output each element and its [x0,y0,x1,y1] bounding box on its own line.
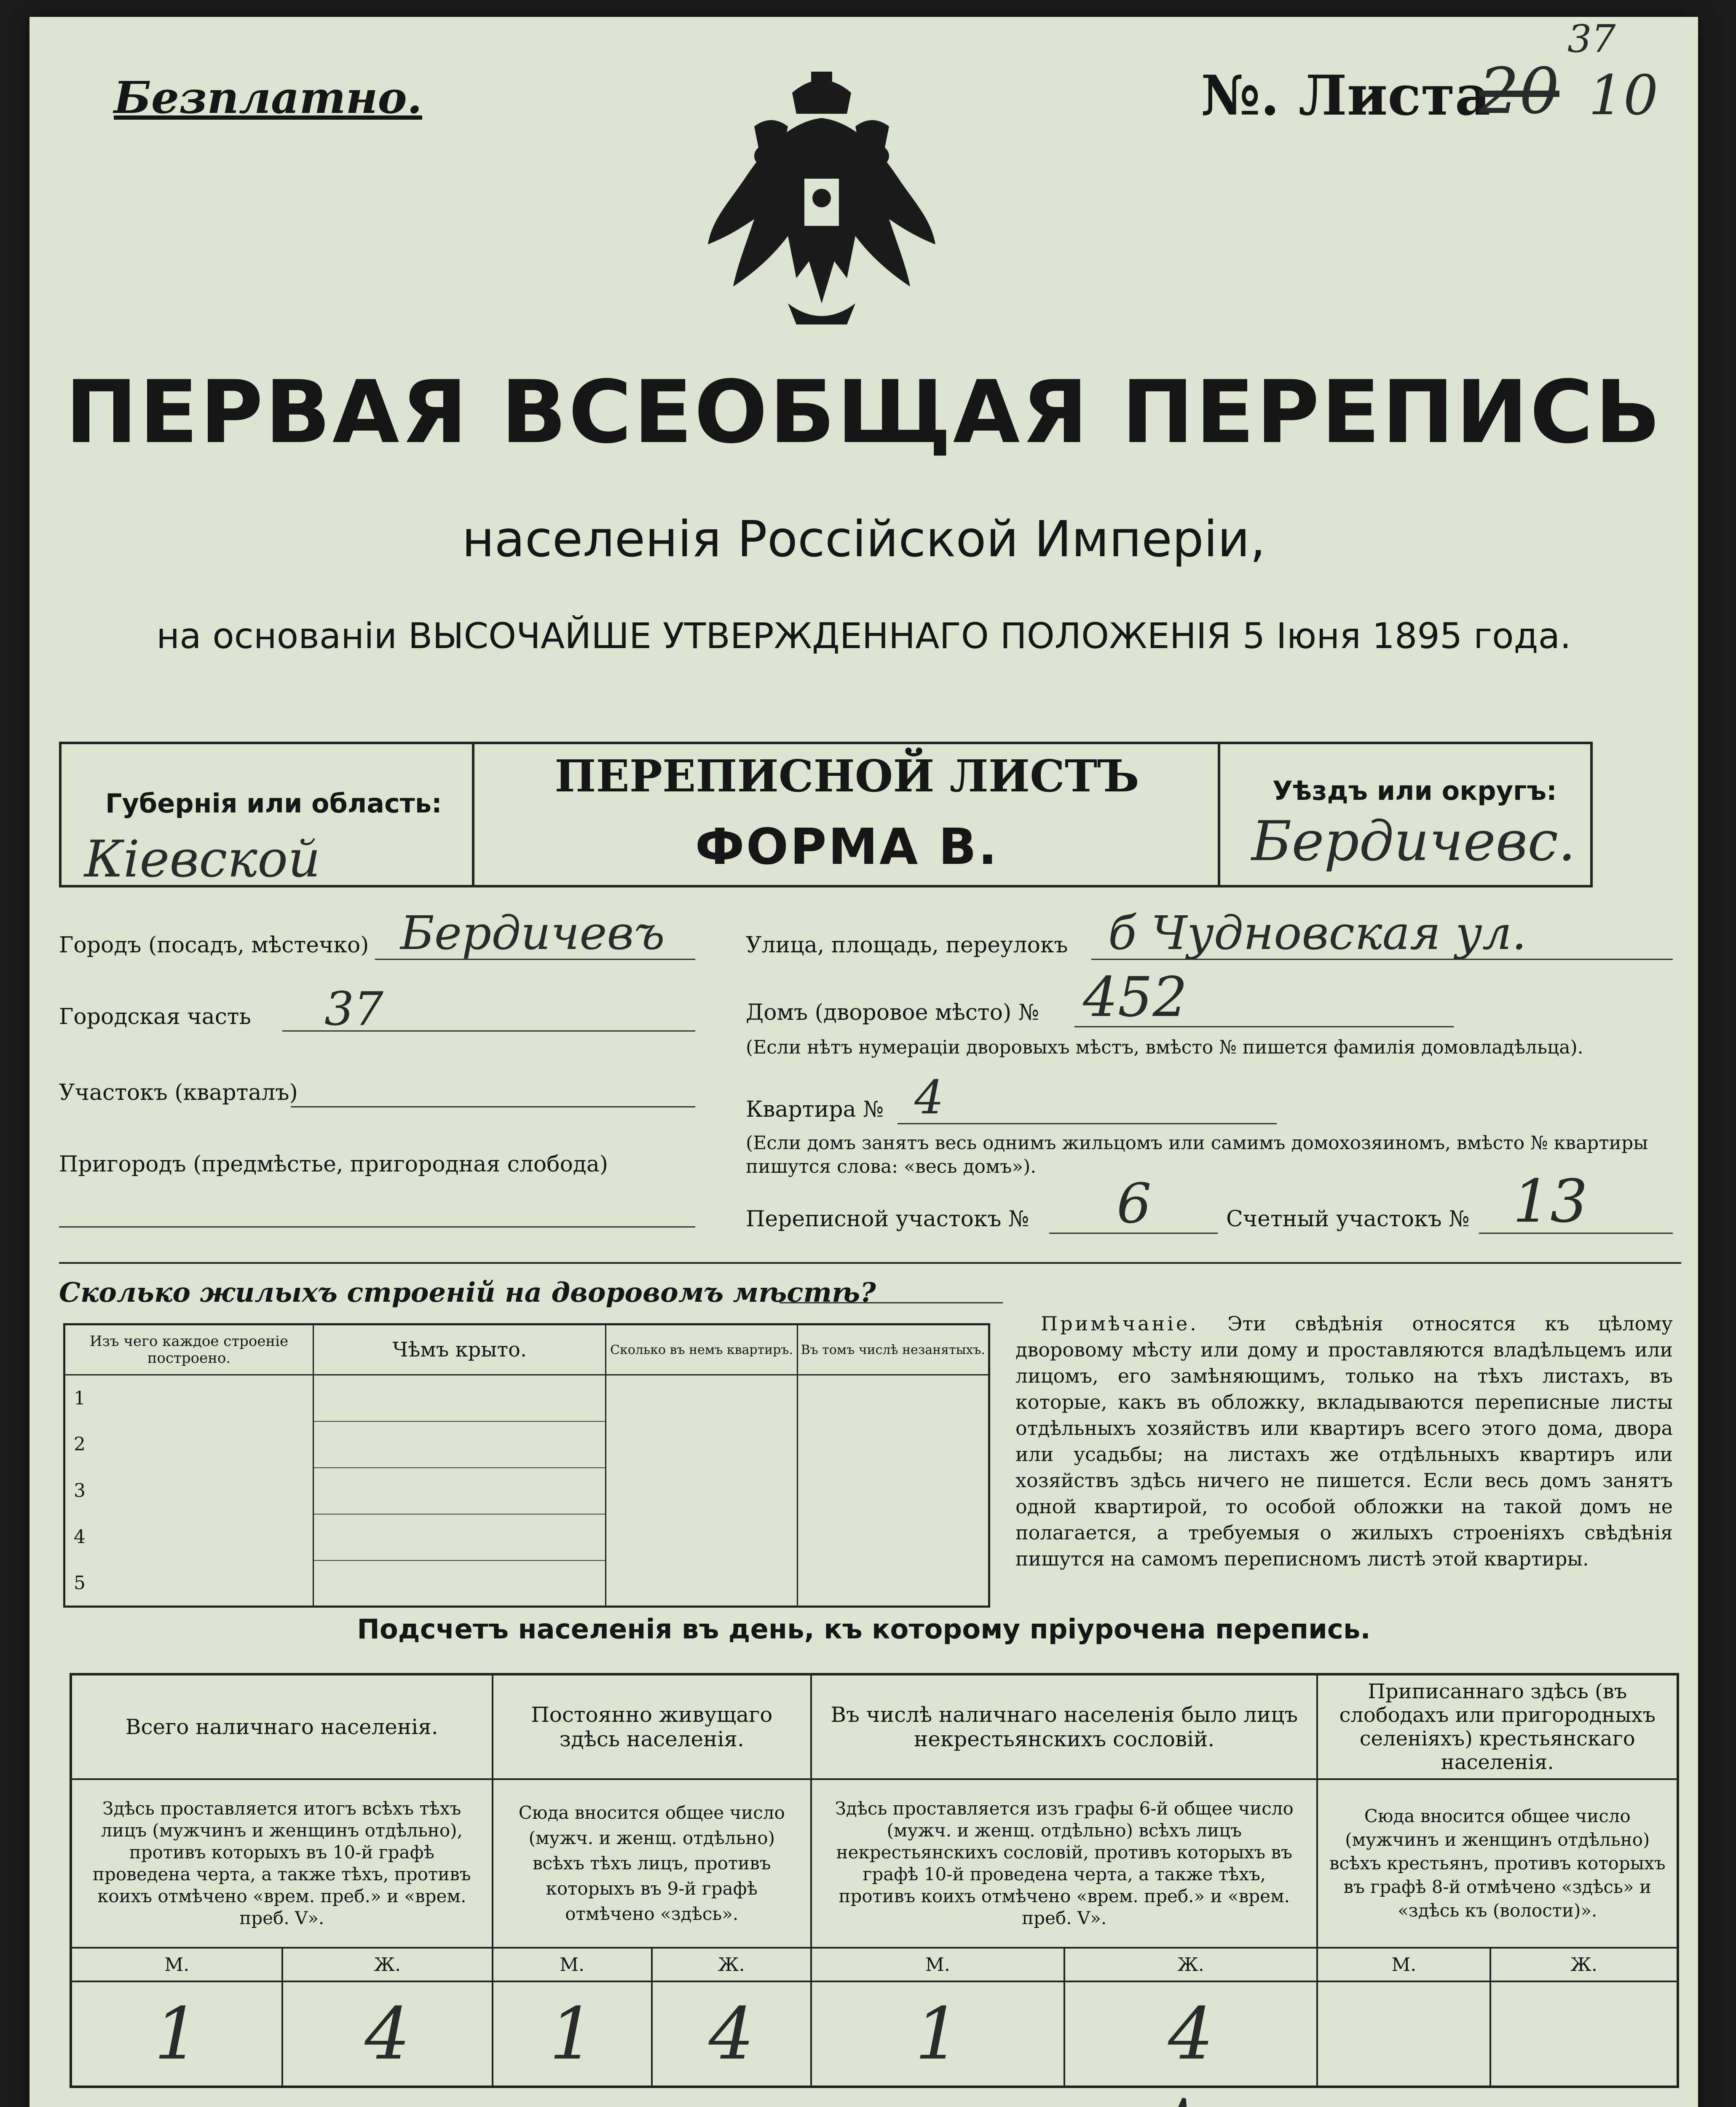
buildings-row-number: 3 [64,1468,313,1514]
count-value-male: 1 [493,1981,652,2087]
population-count-table [70,1673,1679,2088]
corner-mark: 37 [1567,17,1616,61]
census-area-value: 6 [1117,1171,1152,1236]
imperial-eagle-icon [704,67,940,329]
count-value-male [1317,1981,1490,2087]
sheet-number-crossed: 20 [1479,55,1559,128]
district-label: Уѣздъ или округъ: [1273,775,1557,806]
buildings-question: Сколько жилыхъ строеній на дворовомъ мѣстѣ? [59,1277,876,1308]
buildings-col-roof: Чѣмъ крыто. [313,1324,606,1375]
count-male-header: М. [71,1948,282,1981]
buildings-note-text: Эти свѣдѣнія относятся къ цѣлому дворовому мѣсту или дому и проставляются владѣльцемъ или лицомъ, его замѣняющимъ, только на тѣхъ листахъ, въ которые, какъ въ обложку, вкладываются переписные листы отдѣльныхъ хозяйствъ или квартиръ всего этого дома, двора или усадьбы; на листахъ же отдѣльныхъ квартиръ или хозяйствъ здѣсь ничего не пишется. Если весь домъ занятъ одной квартирой, то особой обложки на такой домъ не полагается, а требуемыя о жилыхъ строеніяхъ свѣдѣнія пишутся на самомъ переписномъ листѣ этой квартиры. [1015,1312,1673,1570]
sheet-number-value: 10 [1589,63,1658,127]
buildings-col-material: Изъ чего каждое строеніе построено. [64,1324,313,1375]
count-area-value: 13 [1513,1167,1588,1236]
legal-basis: на основаніи ВЫСОЧАЙШЕ УТВЕРЖДЕННАГО ПОЛОЖЕНІЯ 5 Іюня 1895 года. [156,615,1571,657]
province-value: Кіевской [84,830,321,889]
count-value-female: 4 [282,1981,492,2087]
city-label: Городъ (посадъ, мѣстечко) [59,933,369,958]
house-note: (Если нѣтъ нумераціи дворовыхъ мѣстъ, вмѣсто № пишется фамилія домовладѣльца). [746,1037,1583,1058]
count-male-header: М. [1317,1948,1490,1981]
count-value-female [1490,1981,1678,2087]
count-col-head: Всего наличнаго населенія. [71,1674,493,1779]
count-col-desc: Сюда вносится общее число (мужч. и женщ. отдѣльно) всѣхъ тѣхъ лицъ, противъ которыхъ въ 9-й графѣ отмѣчено «здѣсь». [493,1779,812,1948]
apartment-note: (Если домъ занятъ весь однимъ жильцомъ или самимъ домохозяиномъ, вмѣсто № квартиры пишутся слова: «весь домъ»). [746,1132,1648,1177]
count-col-head: Постоянно живущаго здѣсь населенія. [493,1674,812,1779]
count-col-desc: Здѣсь проставляется итогъ всѣхъ тѣхъ лицъ (мужчинъ и женщинъ отдѣльно), противъ которыхъ въ 10-й графѣ проведена черта, а также тѣхъ, противъ коихъ отмѣчено «врем. преб.» и «врем. преб. V». [71,1779,493,1948]
count-value-male: 1 [811,1981,1064,2087]
precinct-label: Участокъ (кварталъ) [59,1080,298,1105]
count-col-head: Приписаннаго здѣсь (въ слободахъ или пригородныхъ селеніяхъ) крестьянскаго населенія. [1317,1674,1678,1779]
apartment-value: 4 [914,1070,944,1124]
suburb-label: Пригородъ (предмѣстье, пригородная слобода) [59,1152,608,1177]
apartment-label: Квартира № [746,1097,884,1122]
buildings-table [63,1323,990,1608]
province-label: Губернія или область: [105,788,442,819]
census-sheet [29,17,1698,2107]
census-area-label: Переписной участокъ № [746,1206,1029,1232]
page-subtitle: населенія Россійской Имперіи, [462,510,1266,568]
page-title: ПЕРВАЯ ВСЕОБЩАЯ ПЕРЕПИСЬ [65,362,1663,463]
buildings-row-number: 2 [64,1421,313,1468]
count-col-head: Въ числѣ наличнаго населенія было лицъ некрестьянскихъ сословій. [811,1674,1317,1779]
street-value: б Чудновская ул. [1108,906,1527,960]
buildings-row-number: 1 [64,1375,313,1421]
count-female-header: Ж. [1064,1948,1318,1981]
count-title: Подсчетъ населенія въ день, къ которому пріурочена перепись. [357,1614,1371,1645]
district-value: Бердичевс. [1251,809,1576,873]
form-title: ПЕРЕПИСНОЙ ЛИСТЪ [555,750,1139,802]
form-type: ФОРМА В. [695,818,999,876]
enumerator-signature [1007,2082,1428,2107]
buildings-col-vacant: Въ томъ числѣ незанятыхъ. [797,1324,989,1375]
buildings-note-title: Примѣчаніе. [1041,1312,1199,1335]
count-male-header: М. [493,1948,652,1981]
house-value: 452 [1083,965,1188,1029]
count-female-header: Ж. [1490,1948,1678,1981]
count-female-header: Ж. [652,1948,811,1981]
count-value-male: 1 [71,1981,282,2087]
street-label: Улица, площадь, переулокъ [746,933,1068,958]
count-female-header: Ж. [282,1948,492,1981]
count-col-desc: Здѣсь проставляется изъ графы 6-й общее число (мужч. и женщ. отдѣльно) всѣхъ лицъ некрестьянскихъ сословій, противъ которыхъ въ графѣ 10-й проведена черта, а также тѣхъ, противъ коихъ отмѣчено «врем. преб.» и «врем. преб. V». [811,1779,1317,1948]
buildings-col-apartments: Сколько въ немъ квартиръ. [606,1324,797,1375]
count-value-female: 4 [652,1981,811,2087]
free-label: Безплатно. [114,72,422,123]
count-col-desc: Сюда вносится общее число (мужчинъ и женщинъ отдѣльно) всѣхъ крестьянъ, противъ которыхъ въ графѣ 8-й отмѣчено «здѣсь» и «здѣсь къ (волости)». [1317,1779,1678,1948]
buildings-row-number: 5 [64,1560,313,1607]
count-value-female: 4 [1064,1981,1318,2087]
count-male-header: М. [811,1948,1064,1981]
form-box-top-rule [59,742,1593,744]
house-label: Домъ (дворовое мѣсто) № [746,1000,1039,1025]
city-part-value: 37 [324,982,383,1036]
sheet-number-label: №. Листа [1201,63,1491,128]
buildings-row-number: 4 [64,1514,313,1560]
city-part-label: Городская часть [59,1004,251,1029]
buildings-note [1015,1311,1673,1572]
count-area-label: Счетный участокъ № [1226,1206,1470,1232]
city-value: Бердичевъ [400,906,665,960]
